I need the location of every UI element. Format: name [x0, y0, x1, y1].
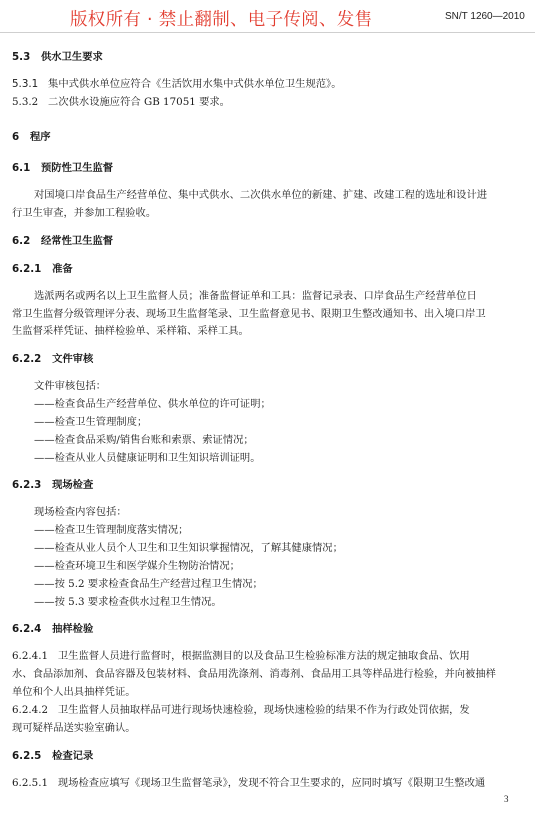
list-item: ——检查卫生管理制度落实情况； [34, 524, 189, 536]
page-number: 3 [504, 794, 509, 804]
heading-number: 6.2.5 [12, 750, 42, 762]
paragraph-line: 现场检查内容包括： [34, 506, 127, 518]
list-item: ——检查卫生管理制度； [34, 416, 148, 428]
paragraph-line: 选派两名或两名以上卫生监督人员；准备监督证单和工具：监督记录表、口岸食品生产经营单位日 [34, 290, 477, 302]
list-item: ——检查食品生产经营单位、供水单位的许可证明； [34, 398, 271, 410]
heading-6-2 [12, 234, 113, 248]
clause-6-2-4-2 [12, 703, 470, 717]
heading-number: 6.2.1 [12, 263, 42, 275]
paragraph-line: 行卫生审查，并参加工程验收。 [12, 207, 157, 219]
heading-title: 检查记录 [52, 750, 94, 762]
heading-5-3 [12, 50, 103, 64]
clause-text: 集中式供水单位应符合《生活饮用水集中式供水单位卫生规范》。 [48, 78, 342, 90]
heading-6-2-5 [12, 749, 93, 763]
clause-6-2-4-1 [12, 649, 470, 663]
clause-number: 5.3.2 [12, 96, 39, 108]
clause-text: 现场检查应填写《现场卫生监督笔录》，发现不符合卫生要求的，应同时填写《限期卫生整改通 [57, 777, 486, 789]
clause-number: 6.2.5.1 [12, 777, 49, 789]
paragraph-line: 单位和个人出具抽样凭证。 [12, 686, 136, 698]
paragraph-line: 常卫生监督分级管理评分表、现场卫生监督笔录、卫生监督意见书、限期卫生整改通知书、出入境口岸卫 [12, 308, 486, 320]
paragraph-line: 现可疑样品送实验室确认。 [12, 722, 136, 734]
list-item: ——按 5.3 要求检查供水过程卫生情况。 [34, 596, 222, 608]
heading-title: 现场检查 [52, 479, 94, 491]
copyright-banner: 版权所有 · 禁止翻制、电子传阅、发售 [70, 10, 373, 30]
paragraph-line: 文件审核包括： [34, 380, 107, 392]
heading-6-2-3 [12, 478, 93, 492]
list-item: ——按 5.2 要求检查食品生产经营过程卫生情况； [34, 578, 263, 590]
clause-5-3-1 [12, 77, 342, 91]
heading-title: 抽样检验 [52, 623, 94, 635]
heading-number: 6 [12, 131, 20, 143]
paragraph-line: 水、食品添加剂、食品容器及包装材料、食品用洗涤剂、消毒剂、食品用工具等样品进行检验，并向被抽样 [12, 668, 496, 680]
heading-number: 5.3 [12, 51, 31, 63]
heading-title: 准备 [52, 263, 73, 275]
heading-title: 经常性卫生监督 [41, 235, 114, 247]
list-item: ——检查食品采购/销售台账和索票、索证情况； [34, 434, 254, 446]
paragraph-line: 对国境口岸食品生产经营单位、集中式供水、二次供水单位的新建、扩建、改建工程的选址和设计进 [34, 189, 488, 201]
heading-6-2-1 [12, 262, 73, 276]
header-divider [0, 32, 535, 33]
heading-6-2-4 [12, 622, 93, 636]
heading-title: 程序 [29, 131, 51, 143]
heading-number: 6.2.2 [12, 353, 42, 365]
heading-title: 供水卫生要求 [41, 51, 103, 63]
clause-text: 卫生监督人员抽取样品可进行现场快速检验，现场快速检验的结果不作为行政处罚依据，发 [57, 704, 470, 716]
list-item: ——检查环境卫生和医学媒介生物防治情况； [34, 560, 240, 572]
list-item: ——检查从业人员健康证明和卫生知识培训证明。 [34, 452, 261, 464]
heading-6-1 [12, 161, 113, 175]
clause-6-2-5-1 [12, 776, 485, 790]
heading-number: 6.1 [12, 162, 31, 174]
clause-number: 6.2.4.1 [12, 650, 49, 662]
heading-number: 6.2.4 [12, 623, 42, 635]
list-item: ——检查从业人员个人卫生和卫生知识掌握情况，了解其健康情况； [34, 542, 343, 554]
paragraph-line: 生监督采样凭证、抽样检验单、采样箱、采样工具。 [12, 325, 249, 337]
heading-6-2-2 [12, 352, 93, 366]
heading-6 [12, 130, 51, 144]
heading-title: 文件审核 [52, 353, 94, 365]
clause-number: 6.2.4.2 [12, 704, 49, 716]
clause-text: 卫生监督人员进行监督时，根据监测目的以及食品卫生检验标准方法的规定抽取食品、饮用 [57, 650, 470, 662]
clause-number: 5.3.1 [12, 78, 39, 90]
heading-number: 6.2.3 [12, 479, 42, 491]
heading-number: 6.2 [12, 235, 31, 247]
clause-5-3-2 [12, 95, 230, 109]
clause-text: 二次供水设施应符合 GB 17051 要求。 [48, 96, 230, 108]
heading-title: 预防性卫生监督 [41, 162, 114, 174]
standard-number: SN/T 1260—2010 [445, 11, 525, 22]
